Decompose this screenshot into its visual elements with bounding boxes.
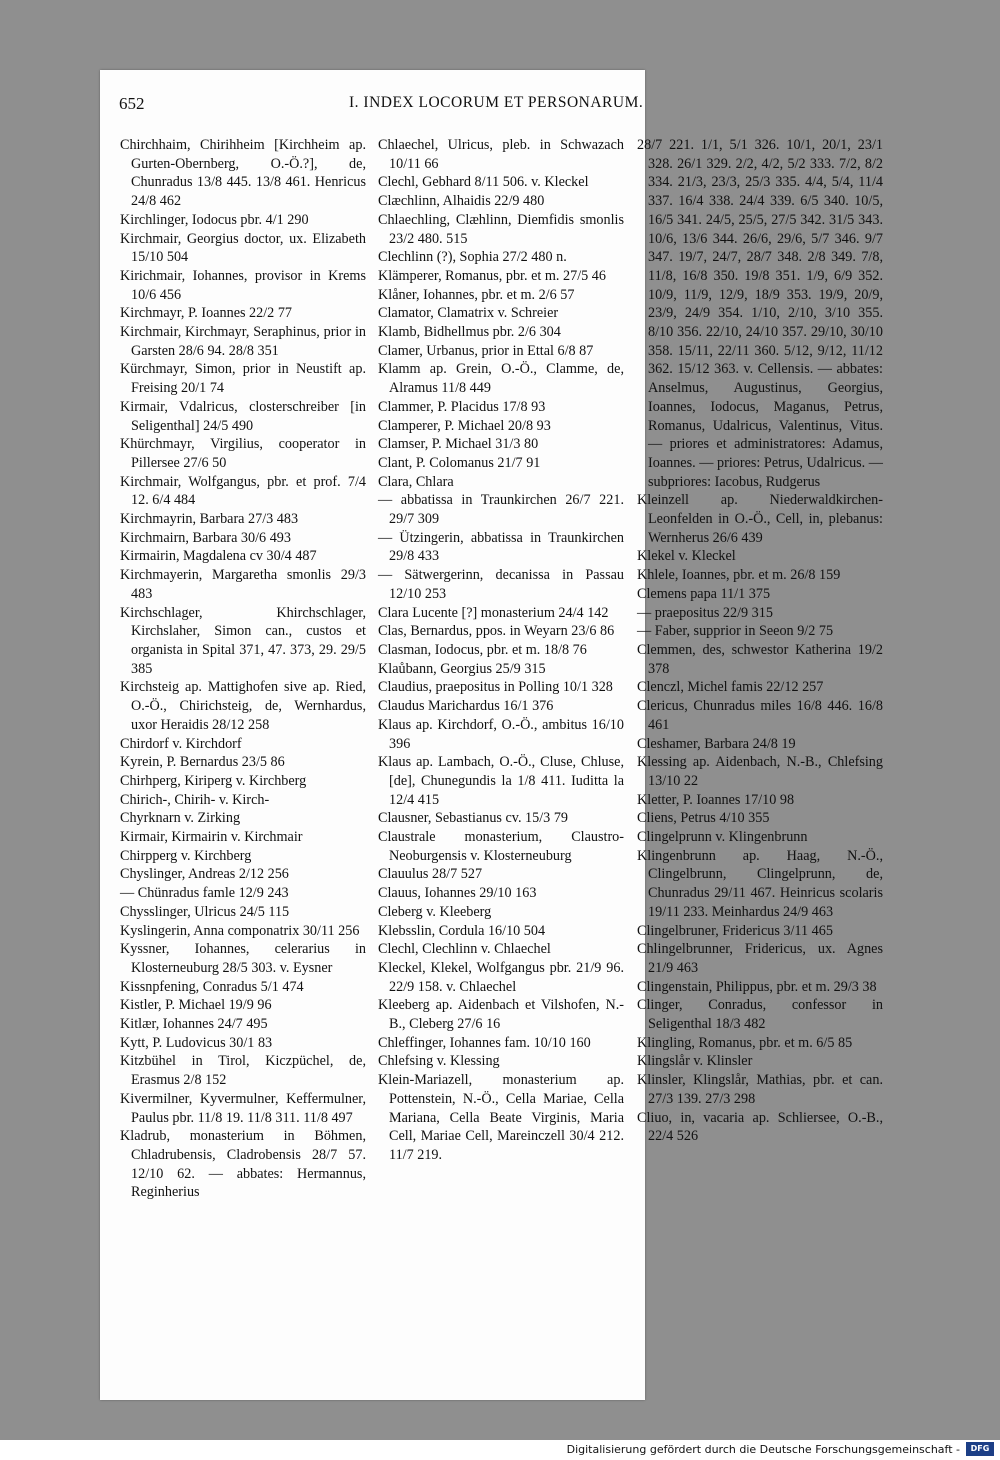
index-entry: Claudus Marichardus 16/1 376	[378, 698, 554, 715]
index-entry: Klessing ap. Aidenbach, N.-B., Chlefsing 13/10 22	[637, 754, 883, 789]
index-entry: Cleshamer, Barbara 24/8 19	[637, 735, 796, 752]
index-entry: Clauulus 28/7 527	[378, 866, 483, 883]
index-entry: Chirpperg v. Kirchberg	[120, 847, 252, 864]
index-entry: Kirchmairn, Barbara 30/6 493	[120, 529, 291, 546]
index-entry: Chirchhaim, Chirihheim [Kirchheim ap. Gurten-Obernberg, O.-Ö.?], de, Chunradus 13/8 445. 13/8 461. Henricus 24/8 462	[120, 137, 366, 210]
index-entry: Klåner, Iohannes, pbr. et m. 2/6 57	[378, 286, 575, 303]
index-entry: Clemens papa 11/1 375	[637, 585, 771, 602]
index-entry: Klamb, Bidhellmus pbr. 2/6 304	[378, 324, 561, 341]
index-entry: Kirchmayr, P. Ioannes 22/2 77	[120, 305, 293, 322]
index-entry: Clemmen, des, schwestor Katherina 19/2 378	[637, 641, 883, 677]
page-header	[119, 94, 674, 122]
index-entry: Kirmairin, Magdalena cv 30/4 487	[120, 548, 317, 565]
running-title: I. INDEX LOCORUM ET PERSONARUM.	[349, 94, 644, 111]
dfg-logo-icon: DFG	[966, 1442, 994, 1456]
index-entry: Kleinzell ap. Niederwaldkirchen-Leonfelden in O.-Ö., Cell, in, plebanus: Wernherus 26/6 439	[637, 492, 883, 546]
index-entry: Kirchlinger, Iodocus pbr. 4/1 290	[120, 211, 309, 228]
index-entry: Klingslår v. Klinsler	[637, 1053, 753, 1070]
footer-credit: Digitalisierung gefördert durch die Deutsche Forschungsgemeinschaft -	[566, 1443, 960, 1456]
index-entry: Kleckel, Klekel, Wolfgangus pbr. 21/9 96. 22/9 158. v. Chlaechel	[378, 959, 624, 995]
index-entry: Clæchlinn, Alhaidis 22/9 480	[378, 193, 545, 210]
index-entry: Kladrub, monasterium in Böhmen, Chladrubensis, Cladrobensis 28/7 57. 12/10 62. — abbates: Hermannus, Reginherius	[120, 1128, 366, 1201]
index-entry: Klingling, Romanus, pbr. et m. 6/5 85	[637, 1034, 853, 1051]
index-entry: Chirdorf v. Kirchdorf	[120, 735, 242, 752]
index-entry: Kytt, P. Ludovicus 30/1 83	[120, 1034, 273, 1051]
index-entry: Kitlær, Iohannes 24/7 495	[120, 1016, 268, 1033]
index-entry: Klämperer, Romanus, pbr. et m. 27/5 46	[378, 267, 606, 284]
index-entry: Claudius, praepositus in Polling 10/1 328	[378, 679, 613, 696]
index-entry: Klaus ap. Lambach, O.-Ö., Cluse, Chluse, [de], Chunegundis la 1/8 411. Iuditta la 12/4 415	[378, 754, 624, 808]
index-entry: Clammer, P. Placidus 17/8 93	[378, 398, 546, 415]
index-entry: Chleffinger, Iohannes fam. 10/10 160	[378, 1034, 591, 1051]
index-entry: Clechlinn (?), Sophia 27/2 480 n.	[378, 249, 567, 266]
index-entry: Clechl, Gebhard 8/11 506. v. Kleckel	[378, 174, 589, 191]
index-entry: Klebsslin, Cordula 16/10 504	[378, 922, 546, 939]
index-entry: Clingelbruner, Fridericus 3/11 465	[637, 922, 833, 939]
index-entry: Kirmair, Kirmairin v. Kirchmair	[120, 829, 303, 846]
index-column-3	[637, 136, 883, 1146]
index-entry: Chlingelbrunner, Fridericus, ux. Agnes 21/9 463	[637, 941, 883, 976]
index-entry: Chlaechling, Clæhlinn, Diemfidis smonlis 23/2 480. 515	[378, 211, 624, 247]
index-entry: Cliens, Petrus 4/10 355	[637, 810, 770, 827]
index-entry: Chlaechel, Ulricus, pleb. in Schwazach 10/11 66	[378, 137, 624, 172]
index-entry: Kirmair, Vdalricus, closterschreiber [in Seligenthal] 24/5 490	[120, 398, 366, 434]
index-entry: Khlele, Ioannes, pbr. et m. 26/8 159	[637, 567, 841, 584]
index-entry: Clasman, Iodocus, pbr. et m. 18/8 76	[378, 641, 587, 658]
index-entry: Khürchmayr, Virgilius, cooperator in Pillersee 27/6 50	[120, 436, 366, 471]
index-entry: Clericus, Chunradus miles 16/8 446. 16/8 461	[637, 698, 883, 733]
index-entry: Cliuo, in, vacaria ap. Schliersee, O.-B., 22/4 526	[637, 1109, 883, 1145]
index-entry: Clamperer, P. Michael 20/8 93	[378, 417, 551, 434]
index-entry: Klamm ap. Grein, O.-Ö., Clamme, de, Alramus 11/8 449	[378, 361, 624, 397]
index-entry: Kirchmair, Wolfgangus, pbr. et prof. 7/4 12. 6/4 484	[120, 473, 366, 509]
page-number: 652	[119, 94, 145, 113]
index-entry: Klein-Mariazell, monasterium ap. Pottenstein, N.-Ö., Cella Mariae, Cella Mariana, Cella Beate Virginis, Maria Cell, Mariae Cell, Mareinczell 30/4 212. 11/7 219.	[378, 1072, 624, 1163]
index-entry: Kyssner, Iohannes, celerarius in Klosterneuburg 28/5 303. v. Eysner	[120, 941, 366, 976]
index-entry: Chyslinger, Andreas 2/12 256	[120, 866, 289, 883]
index-entry: Kirichmair, Iohannes, provisor in Krems 10/6 456	[120, 267, 366, 303]
index-entry: Kürchmayr, Simon, prior in Neustift ap. Freising 20/1 74	[120, 361, 366, 397]
index-entry: Klinsler, Klingslår, Mathias, pbr. et can. 27/3 139. 27/3 298	[637, 1072, 883, 1107]
index-entry: Chyrknarn v. Zirking	[120, 810, 241, 827]
index-entry: Clamser, P. Michael 31/3 80	[378, 436, 539, 453]
index-entry: — Chünradus famle 12/9 243	[120, 885, 289, 902]
index-entry: Kirchmair, Georgius doctor, ux. Elizabeth 15/10 504	[120, 230, 366, 266]
index-entry: Clenczl, Michel famis 22/12 257	[637, 679, 824, 696]
index-entry: Clara, Chlara	[378, 473, 454, 490]
index-entry: Clamer, Urbanus, prior in Ettal 6/8 87	[378, 342, 594, 359]
index-entry: Chlefsing v. Klessing	[378, 1053, 500, 1070]
footer-bar	[0, 1440, 1000, 1460]
index-entry: Klaus ap. Kirchdorf, O.-Ö., ambitus 16/10 396	[378, 716, 624, 752]
index-entry: Clechl, Clechlinn v. Chlaechel	[378, 941, 551, 958]
index-entry: Clara Lucente [?] monasterium 24/4 142	[378, 604, 609, 621]
index-entry: Kistler, P. Michael 19/9 96	[120, 997, 272, 1014]
index-entry: Claustrale monasterium, Claustro-Neoburgensis v. Klosterneuburg	[378, 829, 624, 864]
index-entry: Chirhperg, Kiriperg v. Kirchberg	[120, 772, 307, 789]
index-entry: Kletter, P. Ioannes 17/10 98	[637, 791, 795, 808]
index-entry: Kleeberg ap. Aidenbach et Vilshofen, N.-B., Cleberg 27/6 16	[378, 997, 624, 1033]
index-entry: Kirchmayerin, Margaretha smonlis 29/3 483	[120, 567, 366, 602]
index-column-2	[378, 136, 624, 1165]
index-entry: Kyslingerin, Anna componatrix 30/11 256	[120, 922, 360, 939]
index-entry: Kissnpfening, Conradus 5/1 474	[120, 978, 304, 995]
index-entry: Klingenbrunn ap. Haag, N.-Ö., Clingelbrunn, Clingelprunn, de, Chunradus 29/11 467. Heinricus scolaris 19/11 233. Meinhardus 24/9 463	[637, 847, 883, 920]
index-entry: Kivermilner, Kyvermulner, Keffermulner, Paulus pbr. 11/8 19. 11/8 311. 11/8 497	[120, 1090, 366, 1126]
index-entry: Kirchsteig ap. Mattighofen sive ap. Ried, O.-Ö., Chirichsteig, de, Wernhardus, uxor Heraidis 28/12 258	[120, 679, 366, 733]
index-entry: Chysslinger, Ulricus 24/5 115	[120, 903, 290, 920]
index-entry: — Faber, supprior in Seeon 9/2 75	[637, 623, 834, 640]
index-entry: 28/7 221. 1/1, 5/1 326. 10/1, 20/1, 23/1 328. 26/1 329. 2/2, 4/2, 5/2 333. 7/2, 8/2 334. 21/3, 23/3, 25/3 335. 4/4, 5/4, 11/4 337. 16/4 338. 24/4 339. 6/5 340. 10/5, 16/5 341. 24/5, 25/5, 27/5 342. 31/5 343. 10/6, 13/6 344. 26/6, 29/6, 5/7 346. 9/7 347. 19/7, 24/7, 28/7 348. 2/8 349. 7/8, 11/8, 16/8 350. 19/8 351. 1/9, 6/9 352. 10/9, 11/9, 12/9, 18/9 353. 19/9, 20/9, 23/9, 24/9 354. 1/10, 2/10, 3/10 355. 8/10 356. 22/10, 24/10 357. 29/10, 30/10 358. 15/11, 22/11 360. 5/12, 9/12, 11/12 362. 15/12 363. v. Cellensis. — abbates: Anselmus, Augustinus, Georgius, Ioannes, Iodocus, Maganus, Petrus, Romanus, Udalricus, Valentinus, Vitus. — priores et administratores: Adamus, Ioannes. — priores: Petrus, Udalricus. — subpriores: Iacobus, Rudgerus	[637, 137, 883, 490]
index-entry: Clingenstain, Philippus, pbr. et m. 29/3 38	[637, 978, 877, 995]
index-entry: Clamator, Clamatrix v. Schreier	[378, 305, 559, 322]
index-entry: Klaůbann, Georgius 25/9 315	[378, 660, 546, 677]
index-entry: — Ützingerin, abbatissa in Traunkirchen 29/8 433	[378, 529, 624, 565]
index-entry: Kirchmayrin, Barbara 27/3 483	[120, 511, 299, 528]
index-entry: Clinger, Conradus, confessor in Seligenthal 18/3 482	[637, 997, 883, 1033]
index-entry: Clauus, Iohannes 29/10 163	[378, 885, 537, 902]
index-entry: Klekel v. Kleckel	[637, 548, 736, 565]
index-entry: Clas, Bernardus, ppos. in Weyarn 23/6 86	[378, 623, 615, 640]
index-entry: Kirchmair, Kirchmayr, Seraphinus, prior in Garsten 28/6 94. 28/8 351	[120, 324, 366, 359]
index-entry: Clausner, Sebastianus cv. 15/3 79	[378, 810, 569, 827]
index-entry: Chirich-, Chirih- v. Kirch-	[120, 791, 270, 808]
index-entry: — praepositus 22/9 315	[637, 604, 773, 621]
index-entry: Kirchschlager, Khirchschlager, Kirchslaher, Simon can., custos et organista in Spital 371, 47. 373, 29. 29/5 385	[120, 604, 366, 677]
index-column-1	[120, 136, 366, 1202]
index-entry: Cleberg v. Kleeberg	[378, 903, 492, 920]
index-entry: Kitzbühel in Tirol, Kiczpüchel, de, Erasmus 2/8 152	[120, 1053, 366, 1089]
index-entry: Clingelprunn v. Klingenbrunn	[637, 829, 808, 846]
index-entry: — abbatissa in Traunkirchen 26/7 221. 29/7 309	[378, 492, 624, 528]
index-entry: — Sätwergerinn, decanissa in Passau 12/10 253	[378, 567, 624, 602]
index-entry: Kyrein, P. Bernardus 23/5 86	[120, 754, 285, 771]
index-entry: Clant, P. Colomanus 21/7 91	[378, 454, 541, 471]
